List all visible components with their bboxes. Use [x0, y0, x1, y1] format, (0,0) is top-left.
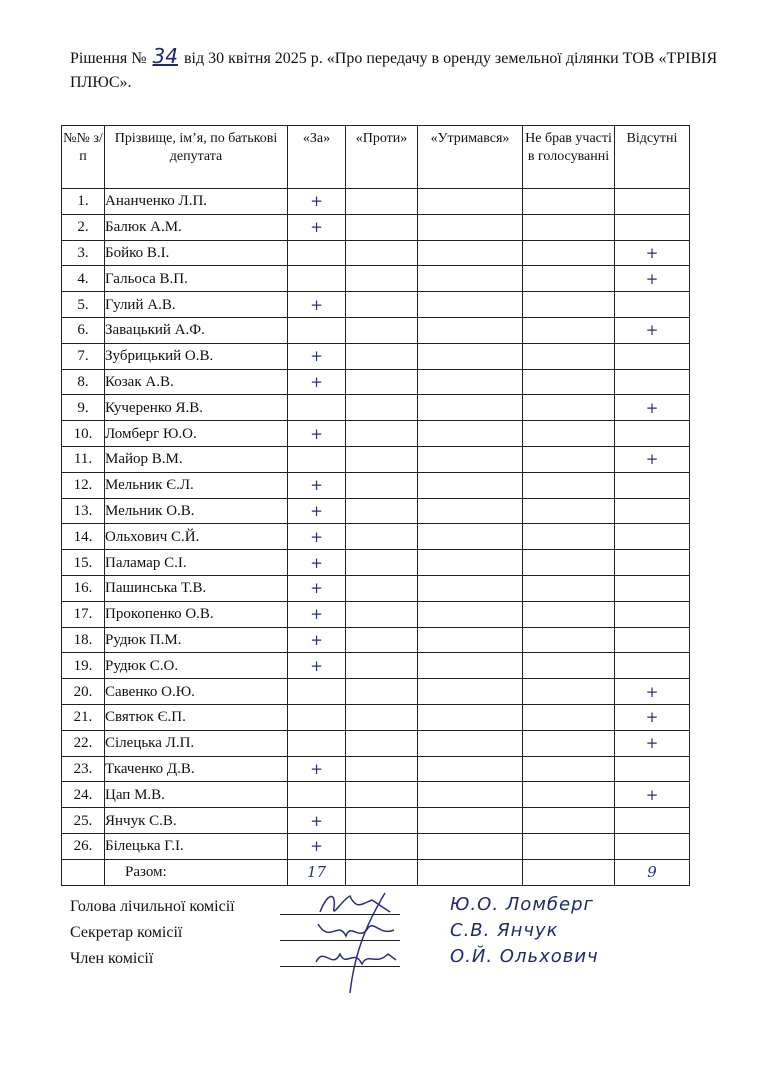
vote-abstained-cell [418, 446, 523, 472]
vote-absent-cell [615, 343, 690, 369]
vote-for-cell: + [288, 189, 346, 215]
vote-not-voted-cell [523, 782, 615, 808]
vote-for-cell [288, 679, 346, 705]
table-header-row [62, 126, 690, 189]
deputy-name: Гальоса В.П. [105, 266, 288, 292]
total-empty-cell [62, 859, 105, 885]
row-number: 12. [62, 472, 105, 498]
row-number: 11. [62, 446, 105, 472]
table-row [62, 575, 690, 601]
deputy-name: Пашинська Т.В. [105, 575, 288, 601]
vote-for-cell: + [288, 550, 346, 576]
vote-for-cell [288, 782, 346, 808]
row-number: 20. [62, 679, 105, 705]
vote-absent-cell [615, 292, 690, 318]
row-number: 18. [62, 627, 105, 653]
vote-not-voted-cell [523, 756, 615, 782]
deputy-name: Цап М.В. [105, 782, 288, 808]
table-row [62, 317, 690, 343]
vote-abstained-cell [418, 679, 523, 705]
decision-header [70, 44, 730, 95]
deputy-name: Мельник Є.Л. [105, 472, 288, 498]
table-row [62, 524, 690, 550]
vote-absent-cell: + [615, 266, 690, 292]
table-row [62, 240, 690, 266]
vote-abstained-cell [418, 343, 523, 369]
vote-abstained-cell [418, 369, 523, 395]
vote-absent-cell [615, 421, 690, 447]
table-row [62, 266, 690, 292]
row-number: 17. [62, 601, 105, 627]
vote-absent-cell: + [615, 679, 690, 705]
table-row [62, 833, 690, 859]
row-number: 24. [62, 782, 105, 808]
vote-against-cell [346, 421, 418, 447]
vote-against-cell [346, 369, 418, 395]
vote-for-cell [288, 240, 346, 266]
vote-for-cell: + [288, 369, 346, 395]
vote-not-voted-cell [523, 601, 615, 627]
vote-abstained-cell [418, 498, 523, 524]
deputy-name: Ольхович С.Й. [105, 524, 288, 550]
vote-not-voted-cell [523, 575, 615, 601]
vote-not-voted-cell [523, 317, 615, 343]
vote-absent-cell: + [615, 730, 690, 756]
table-row [62, 679, 690, 705]
vote-not-voted-cell [523, 266, 615, 292]
row-number: 13. [62, 498, 105, 524]
row-number: 8. [62, 369, 105, 395]
vote-not-voted-cell [523, 550, 615, 576]
vote-against-cell [346, 189, 418, 215]
col-header-for: «За» [288, 126, 346, 189]
vote-absent-cell [615, 808, 690, 834]
vote-abstained-cell [418, 189, 523, 215]
deputy-name: Бойко В.І. [105, 240, 288, 266]
deputy-name: Сілецька Л.П. [105, 730, 288, 756]
vote-abstained-cell [418, 704, 523, 730]
table-row [62, 730, 690, 756]
deputy-name: Зубрицький О.В. [105, 343, 288, 369]
vote-not-voted-cell [523, 730, 615, 756]
row-number: 1. [62, 189, 105, 215]
vote-against-cell [346, 756, 418, 782]
vote-against-cell [346, 782, 418, 808]
vote-against-cell [346, 472, 418, 498]
vote-not-voted-cell [523, 292, 615, 318]
vote-absent-cell [615, 575, 690, 601]
vote-against-cell [346, 446, 418, 472]
vote-abstained-cell [418, 653, 523, 679]
vote-absent-cell [615, 214, 690, 240]
vote-absent-cell [615, 189, 690, 215]
row-number: 7. [62, 343, 105, 369]
table-row [62, 808, 690, 834]
vote-not-voted-cell [523, 240, 615, 266]
vote-absent-cell [615, 601, 690, 627]
deputy-name: Завацький А.Ф. [105, 317, 288, 343]
signature-name: Ю.О. Ломберг [450, 894, 594, 915]
vote-against-cell [346, 214, 418, 240]
vote-for-cell [288, 730, 346, 756]
table-row [62, 343, 690, 369]
col-header-abstained: «Утримався» [418, 126, 523, 189]
signature-name: О.Й. Ольхович [450, 946, 599, 967]
deputy-name: Козак А.В. [105, 369, 288, 395]
vote-for-cell: + [288, 756, 346, 782]
vote-for-cell [288, 395, 346, 421]
table-row [62, 756, 690, 782]
vote-absent-cell: + [615, 704, 690, 730]
vote-not-voted-cell [523, 343, 615, 369]
vote-abstained-cell [418, 240, 523, 266]
vote-against-cell [346, 679, 418, 705]
vote-abstained-cell [418, 421, 523, 447]
vote-not-voted-cell [523, 446, 615, 472]
vote-absent-cell [615, 369, 690, 395]
vote-not-voted-cell [523, 214, 615, 240]
table-row [62, 472, 690, 498]
handwritten-signature [310, 942, 400, 972]
vote-against-cell [346, 266, 418, 292]
vote-against-cell [346, 550, 418, 576]
vote-abstained-cell [418, 730, 523, 756]
vote-not-voted-cell [523, 524, 615, 550]
total-label: Разом: [105, 859, 288, 885]
vote-against-cell [346, 730, 418, 756]
deputy-name: Ткаченко Д.В. [105, 756, 288, 782]
vote-abstained-cell [418, 266, 523, 292]
vote-abstained-cell [418, 472, 523, 498]
row-number: 14. [62, 524, 105, 550]
vote-not-voted-cell [523, 808, 615, 834]
table-row [62, 369, 690, 395]
row-number: 15. [62, 550, 105, 576]
deputy-name: Ломберг Ю.О. [105, 421, 288, 447]
vote-for-cell: + [288, 214, 346, 240]
vote-against-cell [346, 833, 418, 859]
vote-absent-cell [615, 498, 690, 524]
table-row [62, 446, 690, 472]
vote-abstained-cell [418, 395, 523, 421]
header-title: від 30 квітня 2025 р. «Про передачу в оренду земельної ділянки ТОВ «ТРІВІЯ ПЛЮС». [70, 50, 718, 91]
table-row [62, 704, 690, 730]
vote-absent-cell: + [615, 446, 690, 472]
vote-not-voted-cell [523, 421, 615, 447]
row-number: 19. [62, 653, 105, 679]
vote-against-cell [346, 498, 418, 524]
deputy-name: Ананченко Л.П. [105, 189, 288, 215]
row-number: 26. [62, 833, 105, 859]
row-number: 22. [62, 730, 105, 756]
signature-role: Член комісії [70, 950, 154, 967]
col-header-against: «Проти» [346, 126, 418, 189]
vote-abstained-cell [418, 782, 523, 808]
header-prefix: Рішення № [70, 50, 147, 67]
total-abstained [418, 859, 523, 885]
vote-for-cell: + [288, 292, 346, 318]
signatures-block [70, 894, 690, 976]
total-for: 17 [288, 859, 346, 885]
deputy-name: Святюк Є.П. [105, 704, 288, 730]
table-row [62, 627, 690, 653]
vote-abstained-cell [418, 627, 523, 653]
vote-abstained-cell [418, 524, 523, 550]
total-against [346, 859, 418, 885]
row-number: 16. [62, 575, 105, 601]
vote-for-cell: + [288, 498, 346, 524]
deputy-name: Мельник О.В. [105, 498, 288, 524]
table-row [62, 498, 690, 524]
table-row [62, 421, 690, 447]
vote-against-cell [346, 343, 418, 369]
table-row [62, 782, 690, 808]
vote-abstained-cell [418, 550, 523, 576]
vote-against-cell [346, 808, 418, 834]
vote-against-cell [346, 704, 418, 730]
row-number: 2. [62, 214, 105, 240]
vote-absent-cell: + [615, 395, 690, 421]
vote-for-cell: + [288, 524, 346, 550]
vote-for-cell: + [288, 627, 346, 653]
row-number: 4. [62, 266, 105, 292]
vote-not-voted-cell [523, 679, 615, 705]
signature-role: Голова лічильної комісії [70, 898, 235, 915]
vote-not-voted-cell [523, 472, 615, 498]
col-header-name: Прізвище, ім’я, по батькові депутата [105, 126, 288, 189]
vote-abstained-cell [418, 601, 523, 627]
col-header-absent: Відсутні [615, 126, 690, 189]
table-row [62, 601, 690, 627]
vote-for-cell: + [288, 421, 346, 447]
vote-against-cell [346, 627, 418, 653]
row-number: 3. [62, 240, 105, 266]
total-absent: 9 [615, 859, 690, 885]
vote-for-cell: + [288, 653, 346, 679]
col-header-not-voted: Не брав участі в голосуванні [523, 126, 615, 189]
vote-abstained-cell [418, 292, 523, 318]
row-number: 23. [62, 756, 105, 782]
vote-for-cell: + [288, 472, 346, 498]
vote-against-cell [346, 575, 418, 601]
vote-not-voted-cell [523, 704, 615, 730]
vote-absent-cell [615, 627, 690, 653]
vote-not-voted-cell [523, 627, 615, 653]
table-row [62, 214, 690, 240]
vote-for-cell: + [288, 343, 346, 369]
vote-against-cell [346, 292, 418, 318]
deputy-name: Білецька Г.І. [105, 833, 288, 859]
row-number: 10. [62, 421, 105, 447]
vote-absent-cell [615, 524, 690, 550]
vote-against-cell [346, 524, 418, 550]
signature-role: Секретар комісії [70, 924, 183, 941]
vote-against-cell [346, 395, 418, 421]
vote-against-cell [346, 653, 418, 679]
deputy-name: Паламар С.І. [105, 550, 288, 576]
vote-absent-cell: + [615, 240, 690, 266]
vote-not-voted-cell [523, 833, 615, 859]
vote-against-cell [346, 601, 418, 627]
deputy-name: Майор В.М. [105, 446, 288, 472]
vote-absent-cell [615, 833, 690, 859]
signature-row-member [70, 946, 690, 976]
vote-abstained-cell [418, 317, 523, 343]
vote-abstained-cell [418, 808, 523, 834]
signature-name: С.В. Янчук [450, 920, 559, 941]
table-row [62, 653, 690, 679]
vote-absent-cell [615, 472, 690, 498]
vote-absent-cell [615, 550, 690, 576]
vote-not-voted-cell [523, 653, 615, 679]
vote-for-cell: + [288, 808, 346, 834]
row-number: 25. [62, 808, 105, 834]
row-number: 6. [62, 317, 105, 343]
vote-abstained-cell [418, 214, 523, 240]
vote-for-cell: + [288, 833, 346, 859]
vote-absent-cell [615, 756, 690, 782]
table-row [62, 292, 690, 318]
vote-absent-cell: + [615, 317, 690, 343]
deputy-name: Савенко О.Ю. [105, 679, 288, 705]
vote-for-cell: + [288, 601, 346, 627]
vote-abstained-cell [418, 575, 523, 601]
row-number: 21. [62, 704, 105, 730]
vote-for-cell: + [288, 575, 346, 601]
vote-not-voted-cell [523, 498, 615, 524]
total-not-voted [523, 859, 615, 885]
vote-absent-cell [615, 653, 690, 679]
deputy-name: Янчук С.В. [105, 808, 288, 834]
vote-abstained-cell [418, 756, 523, 782]
vote-not-voted-cell [523, 395, 615, 421]
vote-for-cell [288, 266, 346, 292]
vote-against-cell [346, 317, 418, 343]
col-header-number: №№ з/п [62, 126, 105, 189]
table-row [62, 395, 690, 421]
vote-not-voted-cell [523, 189, 615, 215]
total-row [62, 859, 690, 885]
deputy-name: Кучеренко Я.В. [105, 395, 288, 421]
vote-abstained-cell [418, 833, 523, 859]
table-body [62, 189, 690, 860]
row-number: 5. [62, 292, 105, 318]
vote-for-cell [288, 704, 346, 730]
vote-for-cell [288, 446, 346, 472]
vote-for-cell [288, 317, 346, 343]
table-row [62, 550, 690, 576]
deputy-name: Рудюк С.О. [105, 653, 288, 679]
voting-table [61, 125, 690, 886]
vote-absent-cell: + [615, 782, 690, 808]
deputy-name: Рудюк П.М. [105, 627, 288, 653]
deputy-name: Балюк А.М. [105, 214, 288, 240]
deputy-name: Гулий А.В. [105, 292, 288, 318]
decision-number: 34 [152, 44, 178, 68]
deputy-name: Прокопенко О.В. [105, 601, 288, 627]
table-row [62, 189, 690, 215]
row-number: 9. [62, 395, 105, 421]
vote-against-cell [346, 240, 418, 266]
vote-not-voted-cell [523, 369, 615, 395]
